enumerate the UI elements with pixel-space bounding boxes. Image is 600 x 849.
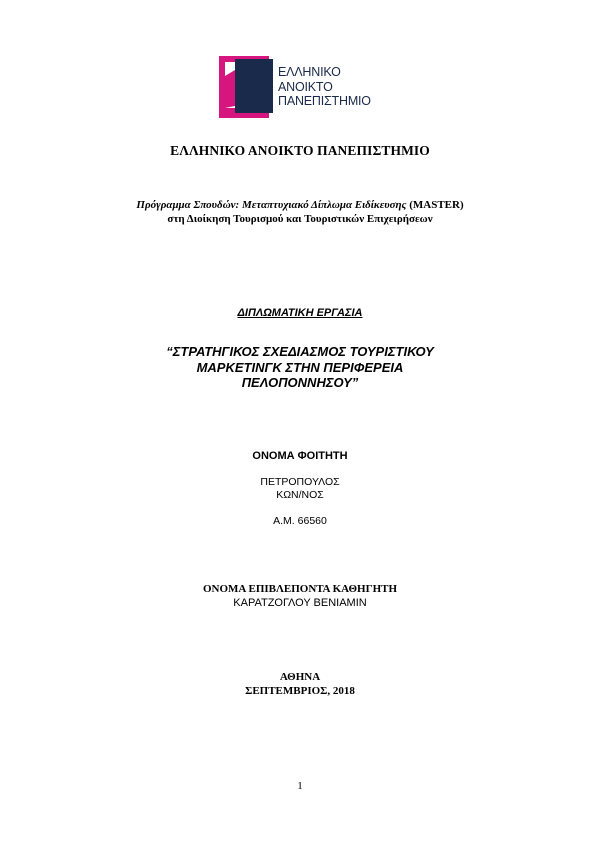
logo-text <box>278 65 371 109</box>
student-name <box>0 476 600 502</box>
logo-line-3: ΠΑΝΕΠΙΣΤΗΜΙΟ <box>278 94 371 108</box>
page-number: 1 <box>297 780 303 792</box>
program-line-1-plain: (MASTER) <box>406 199 464 211</box>
thesis-title <box>0 344 600 391</box>
program-line-2: στη Διοίκηση Τουρισμού και Τουριστικών Επιχειρήσεων <box>167 213 433 225</box>
student-firstname: ΚΩΝ/ΝΟΣ <box>276 489 324 501</box>
program-line-1 <box>0 198 600 212</box>
logo-icon <box>219 56 277 118</box>
student-id: Α.Μ. 66560 <box>273 515 327 527</box>
place: ΑΘΗΝΑ <box>279 671 321 683</box>
logo-line-2: ΑΝΟΙΚΤΟ <box>278 79 333 94</box>
university-title: ΕΛΛΗΝΙΚΟ ΑΝΟΙΚΤΟ ΠΑΝΕΠΙΣΤΗΜΙΟ <box>170 143 430 158</box>
supervisor-name: ΚΑΡΑΤΖΟΓΛΟΥ ΒΕΝΙΑΜΙΝ <box>233 597 367 609</box>
logo-line-1: ΕΛΛΗΝΙΚΟ <box>278 65 341 79</box>
student-surname: ΠΕΤΡΟΠΟΥΛΟΣ <box>260 476 340 488</box>
thesis-title-line-3: ΠΕΛΟΠΟΝΝΗΣΟΥ” <box>241 375 359 390</box>
student-label: ΟΝΟΜΑ ΦΟΙΤΗΤΗ <box>252 450 348 462</box>
date: ΣΕΠΤΕΜΒΡΙΟΣ, 2018 <box>245 685 355 697</box>
supervisor-label: ΟΝΟΜΑ ΕΠΙΒΛΕΠΟΝΤΑ ΚΑΘΗΓΗΤΗ <box>202 583 398 595</box>
program-line-1-italic: Πρόγραμμα Σπουδών: Μεταπτυχιακό Δίπλωμα Ειδίκευσης <box>136 199 407 211</box>
thesis-title-line-2: ΜΑΡΚΕΤΙΝΓΚ ΣΤΗΝ ΠΕΡΙΦΕΡΕΙΑ <box>196 359 404 375</box>
thesis-label: ΔΙΠΛΩΜΑΤΙΚΗ ΕΡΓΑΣΙΑ <box>237 307 363 319</box>
program-description <box>0 198 600 226</box>
thesis-title-line-1: “ΣΤΡΑΤΗΓΙΚΟΣ ΣΧΕΔΙΑΣΜΟΣ ΤΟΥΡΙΣΤΙΚΟΥ <box>166 344 434 359</box>
university-logo <box>219 56 379 118</box>
